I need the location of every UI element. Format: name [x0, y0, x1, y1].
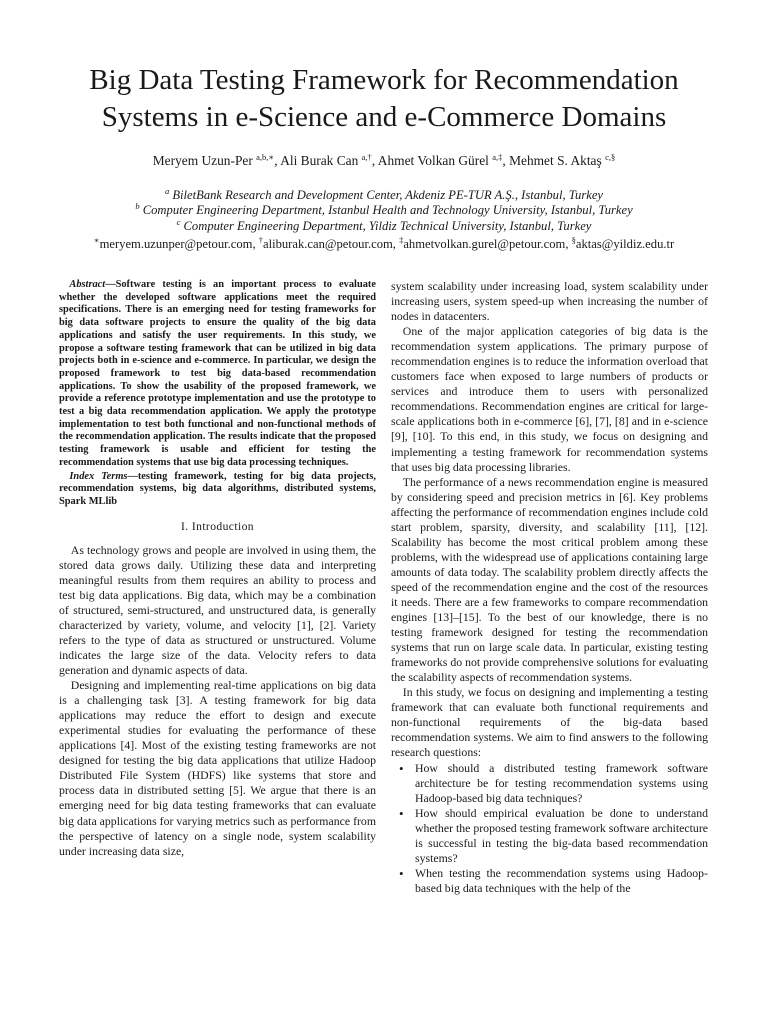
affiliation — [20, 203, 748, 218]
left-column — [59, 279, 376, 859]
email-address: ahmetvolkan.gurel@petour.com, — [403, 237, 572, 251]
body-paragraph: In this study, we focus on designing and implementing a testing framework that can evaluate both functional requirements and non-functional requirements of the big-data based recommendation systems. We aim to find answers to the following research questions: — [391, 685, 708, 760]
author-affiliation-mark: c,§ — [605, 152, 616, 162]
email-mark: § — [571, 235, 576, 245]
body-paragraph: Designing and implementing real-time applications on big data is a challenging task [3]. A testing framework for big data applications may reduce the effort to design and execute experimental studies for evaluating the performance of these applications [4]. Most of the existing testing frameworks are not designed for testing the big data applications that utilize Hadoop Distributed File System (HDFS) like systems that store and process data in distributed setting [5]. We argue that there is an emerging need for big data testing frameworks that can evaluate big data applications for varying metrics such as performance from the perspective of latency on a single node, system scalability under increasing data size, — [59, 678, 376, 858]
author-list — [20, 152, 748, 170]
title-line-2: Systems in e-Science and e-Commerce Domains — [101, 101, 667, 133]
affiliation-text: Computer Engineering Department, Istanbul Health and Technology University, Istanbul, Turkey — [142, 203, 633, 218]
author-name: Meryem Uzun-Per — [152, 153, 253, 168]
affiliation-mark: b — [135, 201, 140, 212]
research-question — [399, 865, 708, 896]
index-terms — [59, 471, 376, 509]
affiliation — [20, 216, 748, 234]
email-mark: ‡ — [399, 235, 404, 245]
body-paragraph: system scalability under increasing load, system scalability under increasing users, system speed-up when increasing the number of nodes in datacenters. — [391, 279, 708, 324]
email-list — [20, 237, 748, 252]
abstract — [59, 279, 376, 470]
abstract-text: —Software testing is an important process to evaluate whether the developed software applications meet the required specifications. There is an emerging need for testing frameworks for big data software projects to ensure the quality of the big data applications and satisfy the user requirements. In this study, we propose a software testing framework that can be utilized in big data projects both in e-science and e-commerce. In particular, we design the proposed framework to test big data-based recommendation applications. To show the usability of the proposed framework, we provide a reference prototype implementation and use the prototype to test a big data recommendation application. We apply the prototype implementation to test both functional and non-functional methods of the recommendation application. The results indicate that the proposed testing framework is usable and efficient for testing the recommendation systems that use big data processing techniques. — [59, 279, 376, 468]
index-terms-label: Index Terms — [69, 470, 128, 482]
research-question — [399, 805, 708, 866]
email-address: meryem.uzunper@petour.com, — [99, 237, 259, 251]
author-affiliation-mark: a,‡ — [492, 152, 503, 162]
body-paragraph: As technology grows and people are involved in using them, the stored data grows daily. Utilizing these data and interpreting meaningful results from them requires an ability to process and test big data applications. Big data, which may be a combination of structured, semi-structured, and unstructured data, is generally characterized by variety, volume, and velocity [1], [2]. Variety refers to the type of data as structured or unstructured. Volume indicates the large size of the data. Velocity refers to data generation and dynamic aspects of data. — [59, 542, 376, 678]
affiliation-mark: a — [164, 186, 170, 196]
affiliation-mark: c — [176, 216, 181, 227]
author-name: Ali Burak Can — [280, 153, 359, 168]
bullet-icon: • — [399, 865, 404, 881]
paper-title — [40, 62, 728, 136]
author-separator: , — [274, 153, 281, 168]
research-question-text: When testing the recommendation systems using Hadoop-based big data techniques with the help of the — [415, 865, 708, 895]
author-separator: , — [502, 153, 510, 168]
title-line-1: Big Data Testing Framework for Recommendation — [89, 64, 679, 96]
author-name: Ahmet Volkan Gürel — [377, 153, 489, 168]
author-affiliation-mark: a,b,∗ — [256, 152, 275, 162]
research-question — [399, 760, 708, 806]
abstract-paragraph — [59, 279, 376, 470]
research-question-text: How should empirical evaluation be done to understand whether the proposed testing framework software architecture is successful in testing the big-data based recommendation systems? — [415, 805, 708, 865]
section-heading: I. Introduction — [181, 519, 254, 533]
research-question-text: How should a distributed testing framework software architecture be for testing recommendation systems using Hadoop-based big data techniques? — [415, 760, 708, 805]
research-question-list — [391, 761, 708, 896]
index-terms-text: —testing framework, testing for big data projects, recommendation systems, big data algorithms, distributed systems, Spark MLlib — [59, 470, 376, 507]
affiliation-text: BiletBank Research and Development Center, Akdeniz PE-TUR A.Ş., Istanbul, Turkey — [172, 188, 604, 202]
affiliation — [20, 188, 748, 203]
author-name: Mehmet S. Aktaş — [509, 153, 602, 168]
abstract-label: Abstract — [69, 279, 106, 290]
affiliation-text: Computer Engineering Department, Yildiz Technical University, Istanbul, Turkey — [183, 218, 592, 233]
body-paragraph: One of the major application categories of big data is the recommendation system applications. The primary purpose of recommendation engines is to reduce the information overload that customers face when exposed to large numbers of products or services and introduce them to users with personalized recommendations. Recommendation engines are critical for large-scale applications both in e-commerce [6], [7], [8] and in e-science [9], [10]. To this end, in this study, we focus on designing and implementing a testing framework for recommendation systems that uses big data processing libraries. — [391, 324, 708, 474]
author-affiliation-mark: a,† — [361, 152, 372, 162]
email-address: aliburak.can@petour.com, — [263, 237, 400, 251]
email-mark: † — [258, 235, 263, 245]
author-separator: , — [371, 153, 378, 168]
affiliation-list — [20, 188, 748, 234]
body-paragraph: The performance of a news recommendation engine is measured by considering speed and precision metrics in [6]. Key problems affecting the performance of recommendation engines include cold start problem, sparsity, diversity, and scalability [11], [12]. Scalability has become the most critical problem among these problems, with the widespread use of applications containing large amounts of data today. The scalability problem directly affects the speed of the recommendation engine and the cost of the resources it needs. There are a few frameworks to compare recommendation engines [13]–[15]. To the best of our knowledge, there is no testing framework designed for testing the recommendation systems that run on large scale data. In particular, existing testing frameworks do not provide comprehensive solutions for evaluating the scalability aspects of recommendation systems. — [391, 474, 708, 685]
right-column — [391, 279, 708, 896]
bullet-icon: • — [399, 760, 404, 776]
email-mark: ∗ — [93, 235, 100, 245]
bullet-icon: • — [399, 805, 404, 821]
email-address: aktas@yildiz.edu.tr — [575, 237, 675, 251]
